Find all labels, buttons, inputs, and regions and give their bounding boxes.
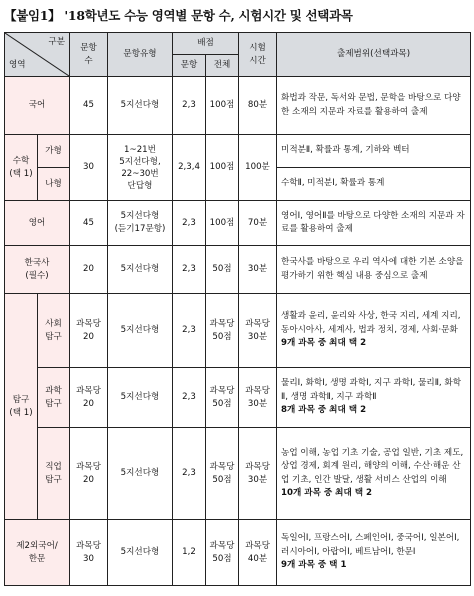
- table-row-history: [5, 246, 471, 294]
- cell-type: 5지선다형: [108, 520, 173, 586]
- header-score: 배점: [173, 33, 239, 55]
- area-inquiry: 탐구 (택 1): [5, 294, 38, 520]
- cell-count: 과목당 20: [70, 428, 108, 520]
- exam-table: [4, 32, 471, 586]
- cell-score: 1,2: [173, 520, 206, 586]
- cell-total: 과목당 50점: [206, 368, 239, 428]
- cell-score: 2,3: [173, 77, 206, 135]
- header-scope: 출제범위(선택과목): [277, 33, 471, 77]
- scope-text: 생활과 윤리, 윤리와 사상, 한국 지리, 세계 지리, 동아시아사, 세계사, 법과 정치, 경제, 사회·문화: [281, 311, 461, 335]
- cell-scope-ga: 미적분Ⅱ, 확률과 통계, 기하와 벡터: [277, 135, 471, 168]
- cell-score: 2,3: [173, 201, 206, 246]
- cell-time: 80분: [239, 77, 277, 135]
- table-row-english: [5, 201, 471, 246]
- math-na: 나형: [38, 168, 70, 201]
- cell-type: 5지선다형: [108, 246, 173, 294]
- cell-type: 5지선다형: [108, 294, 173, 368]
- scope-pick: 8개 과목 중 최대 택 2: [281, 405, 367, 416]
- cell-count: 과목당 20: [70, 294, 108, 368]
- cell-total: 과목당 50점: [206, 428, 239, 520]
- cell-scope: 한국사를 바탕으로 우리 역사에 대한 기본 소양을 평가하기 위한 핵심 내용 중심으로 출제: [277, 246, 471, 294]
- cell-scope: [277, 294, 471, 368]
- table-row-math-ga: [5, 135, 471, 168]
- header-diagonal-cell: [5, 33, 70, 77]
- cell-scope: 화법과 작문, 독서와 문법, 문학을 바탕으로 다양한 소재의 지문과 자료를 활용하여 출제: [277, 77, 471, 135]
- cell-count: 45: [70, 77, 108, 135]
- cell-scope-na: 수학Ⅱ, 미적분Ⅰ, 확률과 통계: [277, 168, 471, 201]
- area-english: 영어: [5, 201, 70, 246]
- cell-time: 30분: [239, 246, 277, 294]
- cell-total: 100점: [206, 77, 239, 135]
- header-time: 시험 시간: [239, 33, 277, 77]
- header-gubun: 구분: [48, 37, 65, 47]
- cell-time: 70분: [239, 201, 277, 246]
- table-row-science: [5, 368, 471, 428]
- cell-total: 100점: [206, 201, 239, 246]
- cell-total: 100점: [206, 135, 239, 201]
- inquiry-science: 과학 탐구: [38, 368, 70, 428]
- area-history: 한국사 (필수): [5, 246, 70, 294]
- cell-time: 과목당 40분: [239, 520, 277, 586]
- scope-pick: 9개 과목 중 택 1: [281, 560, 347, 571]
- scope-text: 농업 이해, 농업 기초 기술, 공업 일반, 기초 제도, 상업 경제, 회계 원리, 해양의 이해, 수산·해운 산업 기초, 인간 발달, 생활 서비스 산업의 이해: [281, 447, 464, 485]
- cell-score: 2,3: [173, 428, 206, 520]
- header-type: 문항유형: [108, 33, 173, 77]
- math-ga: 가형: [38, 135, 70, 168]
- cell-time: 과목당 30분: [239, 428, 277, 520]
- cell-scope: [277, 520, 471, 586]
- scope-text: 독일어Ⅰ, 프랑스어Ⅰ, 스페인어Ⅰ, 중국어Ⅰ, 일본어Ⅰ, 러시아어Ⅰ, 아랍어Ⅰ, 베트남어Ⅰ, 한문Ⅰ: [281, 533, 460, 557]
- cell-score: 2,3: [173, 246, 206, 294]
- header-yeongyeok: 영역: [9, 60, 26, 70]
- header-count: 문항 수: [70, 33, 108, 77]
- page-title: 【붙임1】 '18학년도 수능 영역별 문항 수, 시험시간 및 선택과목: [4, 8, 353, 23]
- area-foreign: 제2외국어/ 한문: [5, 520, 70, 586]
- scope-pick: 9개 과목 중 최대 택 2: [281, 338, 367, 349]
- cell-count: 20: [70, 246, 108, 294]
- cell-score: 2,3: [173, 368, 206, 428]
- cell-type: 5지선다형: [108, 77, 173, 135]
- cell-scope: [277, 368, 471, 428]
- table-row-vocational: [5, 428, 471, 520]
- cell-count: 과목당 30: [70, 520, 108, 586]
- table-row-social: [5, 294, 471, 368]
- cell-scope: 영어Ⅰ, 영어Ⅱ를 바탕으로 다양한 소재의 지문과 자료를 활용하여 출제: [277, 201, 471, 246]
- scope-pick: 10개 과목 중 최대 택 2: [281, 488, 373, 498]
- cell-type: 5지선다형: [108, 428, 173, 520]
- header-total-score: 전체: [206, 55, 239, 77]
- cell-type: 5지선다형: [108, 368, 173, 428]
- scope-text: 물리Ⅰ, 화학Ⅰ, 생명 과학Ⅰ, 지구 과학Ⅰ, 물리Ⅱ, 화학Ⅱ, 생명 과학Ⅱ, 지구 과학Ⅱ: [281, 378, 461, 402]
- table-row-foreign: [5, 520, 471, 586]
- cell-scope: [277, 428, 471, 520]
- cell-total: 과목당 50점: [206, 520, 239, 586]
- cell-time: 과목당 30분: [239, 368, 277, 428]
- cell-time: 과목당 30분: [239, 294, 277, 368]
- cell-count: 30: [70, 135, 108, 201]
- cell-count: 45: [70, 201, 108, 246]
- inquiry-social: 사회 탐구: [38, 294, 70, 368]
- inquiry-vocational: 직업 탐구: [38, 428, 70, 520]
- cell-type: 5지선다형 (듣기17문항): [108, 201, 173, 246]
- cell-time: 100분: [239, 135, 277, 201]
- area-math: 수학 (택 1): [5, 135, 38, 201]
- cell-total: 50점: [206, 246, 239, 294]
- cell-score: 2,3,4: [173, 135, 206, 201]
- cell-total: 과목당 50점: [206, 294, 239, 368]
- cell-type: 1~21번 5지선다형, 22~30번 단답형: [108, 135, 173, 201]
- cell-count: 과목당 20: [70, 368, 108, 428]
- table-row-korean: [5, 77, 471, 135]
- area-korean: 국어: [5, 77, 70, 135]
- header-item-score: 문항: [173, 55, 206, 77]
- cell-score: 2,3: [173, 294, 206, 368]
